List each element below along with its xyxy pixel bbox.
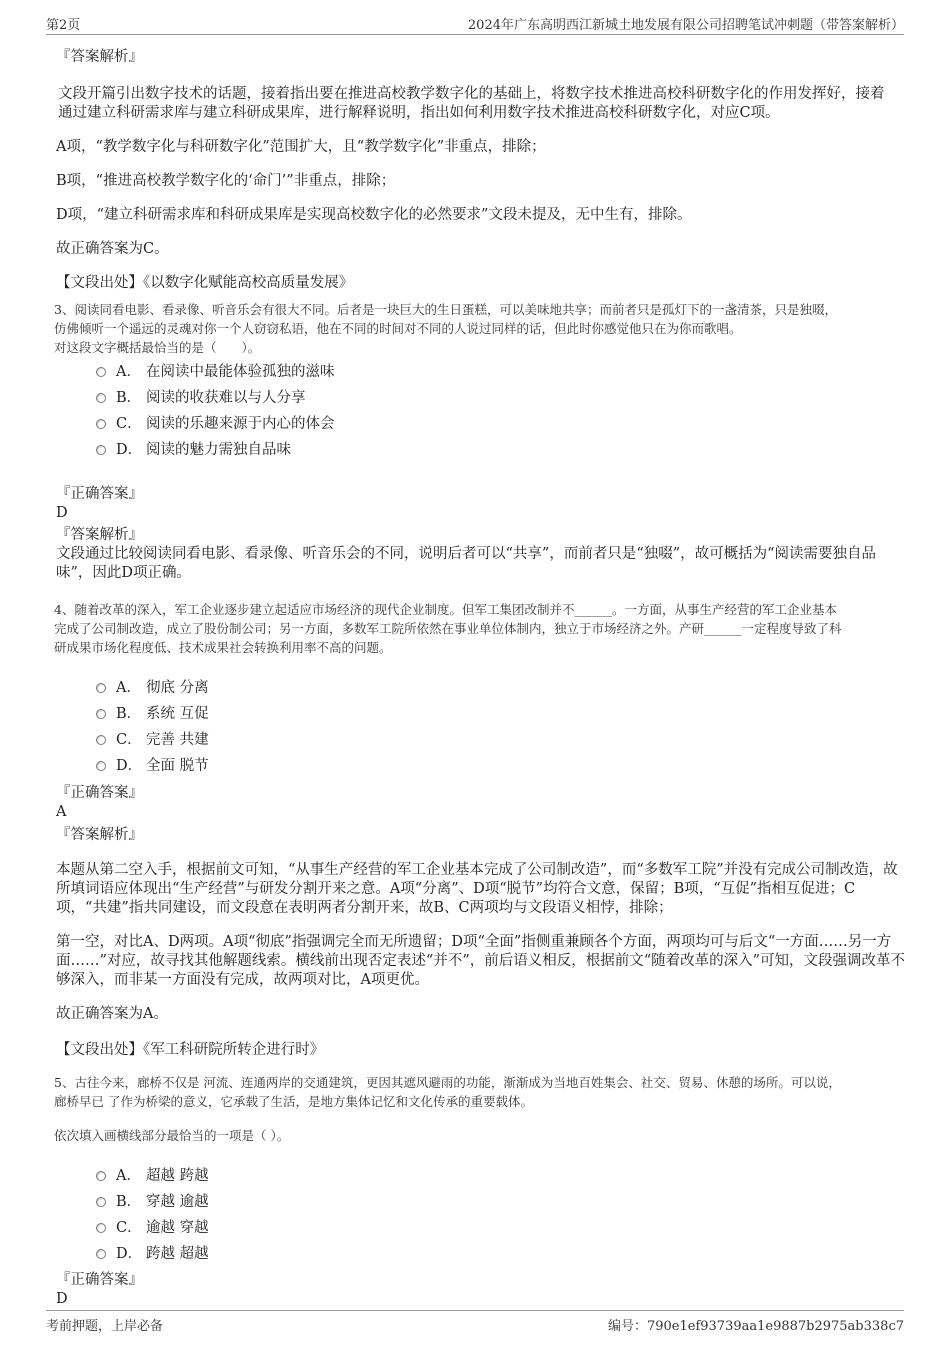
q2-analysis-option-b: B项，“推进高校教学数字化的‘命门’”非重点，排除； <box>56 173 396 189</box>
question-4 <box>54 600 906 657</box>
q4-stem-line-3: 研成果市场化程度低、技术成果社会转换利用率不高的问题。 <box>54 640 392 655</box>
q5-stem-line-3: 依次填入画横线部分最恰当的一项是（ ）。 <box>54 1128 290 1143</box>
q2-analysis-option-d: D项，“建立科研需求库和科研成果库是实现高校数字化的必然要求”文段未提及，无中生有，排除。 <box>56 207 692 223</box>
q2-analysis-label: 『答案解析』 <box>56 49 143 65</box>
q3-analysis-label: 『答案解析』 <box>56 527 143 543</box>
radio-icon[interactable] <box>96 445 106 455</box>
radio-icon[interactable] <box>96 1223 106 1233</box>
q3-answer: D <box>56 505 68 521</box>
footer-slogan: 考前押题，上岸必备 <box>46 1319 164 1334</box>
q3-option-b[interactable]: B． 阅读的收获难以与人分享 <box>96 385 906 411</box>
q5-option-a[interactable]: A． 超越 跨越 <box>96 1163 906 1189</box>
question-5 <box>54 1073 906 1145</box>
q5-stem-line-2: 廊桥早已 了作为桥梁的意义，它承载了生活，是地方集体记忆和文化传承的重要载体。 <box>54 1094 533 1109</box>
q3-stem-line-2: 仿佛倾听一个遥远的灵魂对你一个人窃窃私语，他在不同的时间对不同的人说过同样的话，但此时你感觉他只在为你而歌唱。 <box>54 321 742 336</box>
q3-option-d[interactable]: D． 阅读的魅力需独自品味 <box>96 437 906 463</box>
q4-stem-line-1: 4、随着改革的深入，军工企业逐步建立起适应市场经济的现代企业制度。但军工集团改制并不______。一方面，从事生产经营的军工企业基本 <box>54 602 837 617</box>
radio-icon[interactable] <box>96 1171 106 1181</box>
document-id: 编号：790e1ef93739aa1e9887b2975ab338c7 <box>607 1319 904 1334</box>
radio-icon[interactable] <box>96 419 106 429</box>
q3-option-a[interactable]: A． 在阅读中最能体验孤独的滋味 <box>96 359 906 385</box>
q5-options <box>56 1163 906 1267</box>
q4-options <box>56 675 906 779</box>
radio-icon[interactable] <box>96 1249 106 1259</box>
page-footer <box>46 1310 904 1337</box>
q3-answer-label: 『正确答案』 <box>56 486 143 502</box>
q4-answer-label: 『正确答案』 <box>56 785 143 801</box>
q3-options <box>56 359 906 463</box>
q5-option-c[interactable]: C． 逾越 穿越 <box>96 1215 906 1241</box>
q3-stem-line-1: 3、阅读同看电影、看录像、听音乐会有很大不同。后者是一块巨大的生日蛋糕，可以美味地共享；而前者只是孤灯下的一盏清茶，只是独啜， <box>54 302 837 317</box>
page-number: 第2页 <box>46 18 81 33</box>
q4-option-d[interactable]: D． 全面 脱节 <box>96 753 906 779</box>
radio-icon[interactable] <box>96 683 106 693</box>
page-content <box>56 40 906 1309</box>
q4-stem-line-2: 完成了公司制改造，成立了股份制公司；另一方面，多数军工院所依然在事业单位体制内，独立于市场经济之外。产研______一定程度导致了科 <box>54 621 842 636</box>
q4-option-b[interactable]: B． 系统 互促 <box>96 701 906 727</box>
q4-answer: A <box>56 804 67 820</box>
q4-analysis-label: 『答案解析』 <box>56 827 143 843</box>
radio-icon[interactable] <box>96 367 106 377</box>
q4-conclusion: 故正确答案为A。 <box>56 1006 168 1022</box>
q4-source: 【文段出处】《军工科研院所转企进行时》 <box>56 1042 325 1058</box>
q5-stem-line-1: 5、古往今来，廊桥不仅是 河流、连通两岸的交通建筑，更因其遮风避雨的功能，渐渐成为当地百姓集会、社交、贸易、休憩的场所。可以说， <box>54 1075 841 1090</box>
q2-analysis-option-a: A项，“教学数字化与科研数字化”范围扩大，且“教学数字化”非重点，排除； <box>56 139 546 155</box>
q3-stem-line-3: 对这段文字概括最恰当的是（ ）。 <box>54 340 261 355</box>
question-3 <box>54 300 906 357</box>
q5-option-d[interactable]: D． 跨越 超越 <box>96 1241 906 1267</box>
document-title: 2024年广东高明西江新城土地发展有限公司招聘笔试冲刺题（带答案解析） <box>467 18 904 33</box>
q3-option-c[interactable]: C． 阅读的乐趣来源于内心的体会 <box>96 411 906 437</box>
q5-answer-label: 『正确答案』 <box>56 1272 143 1288</box>
q2-conclusion: 故正确答案为C。 <box>56 241 169 257</box>
q2-source: 【文段出处】《以数字化赋能高校高质量发展》 <box>56 275 354 291</box>
radio-icon[interactable] <box>96 735 106 745</box>
q4-option-a[interactable]: A． 彻底 分离 <box>96 675 906 701</box>
radio-icon[interactable] <box>96 1197 106 1207</box>
q2-analysis-paragraph: 文段开篇引出数字技术的话题，接着指出要在推进高校教学数字化的基础上，将数字技术推进高校科研数字化的作用发挥好，接着通过建立科研需求库与建立科研成果库，进行解释说明，指出如何利用数字技术推进高校科研数字化，对应C项。 <box>58 86 885 121</box>
page-header <box>46 12 904 35</box>
radio-icon[interactable] <box>96 709 106 719</box>
q5-answer: D <box>56 1291 68 1307</box>
radio-icon[interactable] <box>96 761 106 771</box>
q4-analysis-paragraph-1: 本题从第二空入手，根据前文可知，“从事生产经营的军工企业基本完成了公司制改造”，而“多数军工院”并没有完成公司制改造，故所填词语应体现出“生产经营”与研发分割开来之意。A项“分离”、D项“脱节”均符合文意，保留；B项，“互促”指相互促进；C项，“共建”指共同建设，而文段意在表明两者分割开来，故B、C两项均与文段语义相悖，排除； <box>56 862 898 916</box>
q4-analysis-paragraph-2: 第一空，对比A、D两项。A项“彻底”指强调完全而无所遗留；D项“全面”指侧重兼顾各个方面，两项均可与后文“一方面……另一方面……”对应，故寻找其他解题线索。横线前出现否定表述“并不”，前后语义相反，根据前文“随着改革的深入”可知，文段强调改革不够深入，而非某一方面没有完成，故两项对比，A项更优。 <box>56 934 906 988</box>
radio-icon[interactable] <box>96 393 106 403</box>
q4-option-c[interactable]: C． 完善 共建 <box>96 727 906 753</box>
q3-analysis: 文段通过比较阅读同看电影、看录像、听音乐会的不同，说明后者可以“共享”，而前者只是“独啜”，故可概括为“阅读需要独自品味”，因此D项正确。 <box>56 546 877 581</box>
q5-option-b[interactable]: B． 穿越 逾越 <box>96 1189 906 1215</box>
